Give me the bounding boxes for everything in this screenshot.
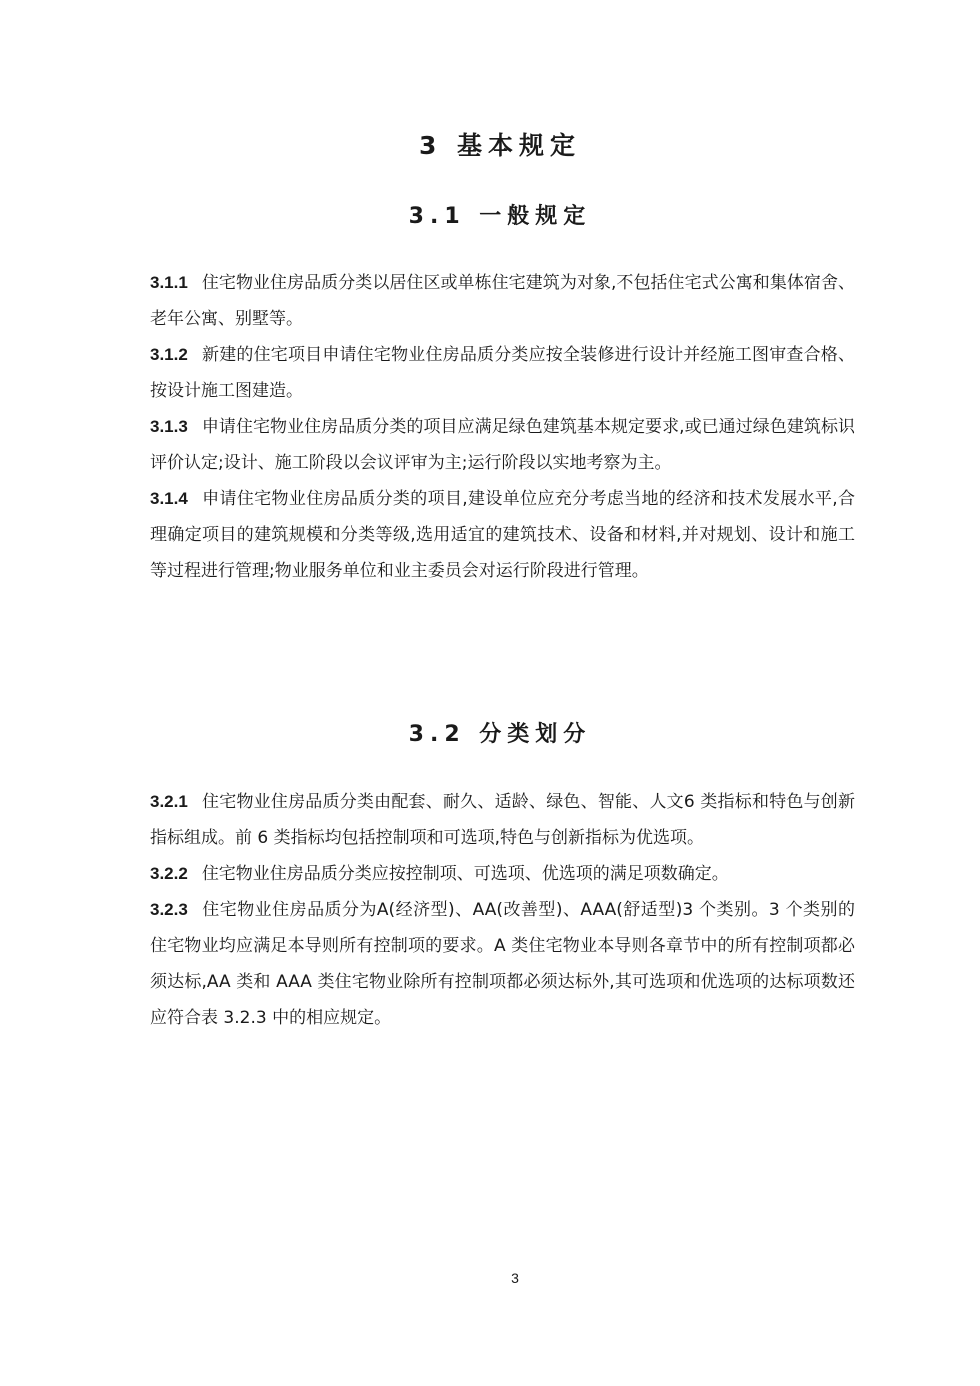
clause-number: 3.1.1 xyxy=(150,273,188,292)
chapter-title: 3 基本规定 xyxy=(418,131,582,160)
clause-number: 3.1.2 xyxy=(150,345,188,364)
section-3-2-body xyxy=(150,784,855,1036)
clause-text: 新建的住宅项目申请住宅物业住房品质分类应按全装修进行设计并经施工图审查合格、按设计施工图建造。 xyxy=(150,345,855,401)
clause-3-1-3 xyxy=(150,409,855,481)
section-title-3-2: 3.2 分类划分 xyxy=(408,722,592,747)
clause-3-1-2 xyxy=(150,337,855,409)
page-number: 3 xyxy=(511,1270,519,1286)
clause-text: 住宅物业住房品质分类由配套、耐久、适龄、绿色、智能、人文6 类指标和特色与创新指标组成。前 6 类指标均包括控制项和可选项,特色与创新指标为优选项。 xyxy=(150,792,855,848)
clause-3-1-4 xyxy=(150,481,855,589)
clause-3-1-1 xyxy=(150,265,855,337)
clause-text: 申请住宅物业住房品质分类的项目应满足绿色建筑基本规定要求,或已通过绿色建筑标识评价认定;设计、施工阶段以会议评审为主;运行阶段以实地考察为主。 xyxy=(150,417,855,473)
clause-number: 3.2.1 xyxy=(150,792,188,811)
clause-3-2-3 xyxy=(150,892,855,1036)
clause-number: 3.1.3 xyxy=(150,417,188,436)
section-title-3-1: 3.1 一般规定 xyxy=(408,204,592,229)
clause-text: 住宅物业住房品质分类应按控制项、可选项、优选项的满足项数确定。 xyxy=(201,864,729,884)
section-3-1-body xyxy=(150,265,855,589)
clause-text: 住宅物业住房品质分类以居住区或单栋住宅建筑为对象,不包括住宅式公寓和集体宿舍、老年公寓、别墅等。 xyxy=(150,273,855,329)
clause-number: 3.2.3 xyxy=(150,900,188,919)
clause-text: 申请住宅物业住房品质分类的项目,建设单位应充分考虑当地的经济和技术发展水平,合理确定项目的建筑规模和分类等级,选用适宜的建筑技术、设备和材料,并对规划、设计和施工等过程进行管理;物业服务单位和业主委员会对运行阶段进行管理。 xyxy=(150,489,855,581)
clause-text: 住宅物业住房品质分为A(经济型)、AA(改善型)、AAA(舒适型)3 个类别。3 个类别的住宅物业均应满足本导则所有控制项的要求。A 类住宅物业本导则各章节中的所有控制项都必须达标,AA 类和 AAA 类住宅物业除所有控制项都必须达标外,其可选项和优选项的达标项数还应符合表 3.2.3 中的相应规定。 xyxy=(150,900,855,1028)
clause-3-2-1 xyxy=(150,784,855,856)
clause-3-2-2 xyxy=(150,856,855,892)
clause-number: 3.2.2 xyxy=(150,864,188,883)
clause-number: 3.1.4 xyxy=(150,489,188,508)
